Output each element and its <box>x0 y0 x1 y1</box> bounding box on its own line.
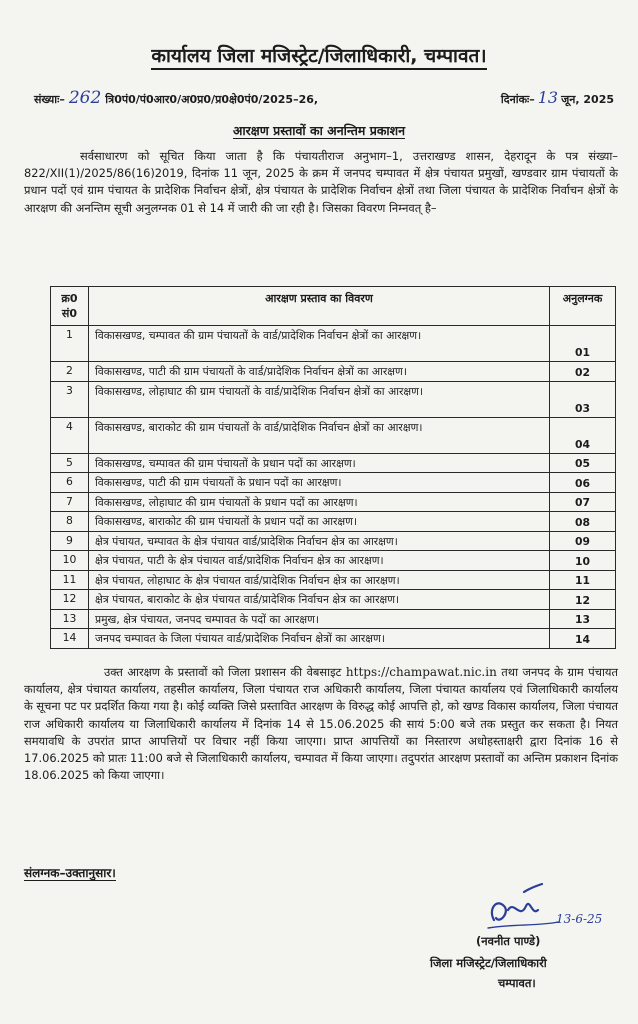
signature-date: 13-6-25 <box>556 912 603 926</box>
reference-number: 262 <box>68 88 102 108</box>
row-annexure: 07 <box>550 492 616 512</box>
row-annexure: 13 <box>550 609 616 629</box>
table-row <box>51 512 616 532</box>
row-serial: 10 <box>51 551 89 571</box>
notice-paragraph <box>24 664 618 784</box>
row-description: जनपद चम्पावत के जिला पंचायत वार्ड/प्रादेशिक निर्वाचन क्षेत्रों का आरक्षण। <box>88 629 549 649</box>
row-description: विकासखण्ड, बाराकोट की ग्राम पंचायतों के प्रधान पदों का आरक्षण। <box>88 512 549 532</box>
row-annexure: 11 <box>550 570 616 590</box>
enclosure-line: संलग्नक–उक्तानुसार। <box>24 866 116 880</box>
row-annexure: 08 <box>550 512 616 532</box>
subject-heading: आरक्षण प्रस्तावों का अनन्तिम प्रकाशन <box>232 123 406 138</box>
row-annexure: 10 <box>550 551 616 571</box>
reference-line <box>34 88 614 108</box>
row-serial: 13 <box>51 609 89 629</box>
row-serial: 3 <box>51 381 89 417</box>
date-day: 13 <box>537 88 559 107</box>
header-annexure: अनुलग्नक <box>550 287 616 326</box>
row-annexure: 06 <box>550 473 616 493</box>
table-row <box>51 609 616 629</box>
row-description: क्षेत्र पंचायत, पाटी के क्षेत्र पंचायत वार्ड/प्रादेशिक निर्वाचन क्षेत्र का आरक्षण। <box>88 551 549 571</box>
row-serial: 11 <box>51 570 89 590</box>
intro-paragraph: सर्वसाधारण को सूचित किया जाता है कि पंचायतीराज अनुभाग–1, उत्तराखण्ड शासन, देहरादून के पत्र संख्या–822/XII(1)/2025/86(16)2019, दिनांक 11 जून, 2025 के क्रम में जनपद चम्पावत में क्षेत्र पंचायत प्रमुखों, खण्डवार ग्राम पंचायतों के प्रधान पदों एवं ग्राम पंचायत के प्रादेशिक निर्वाचन क्षेत्रों, क्षेत्र पंचायत के प्रादेशिक निर्वाचन क्षेत्रों तथा जिला पंचायत के प्रादेशिक निर्वाचन क्षेत्रों के आरक्षण की अनन्तिम सूची अनुलग्नक 01 से 14 में जारी की जा रही है। जिसका विवरण निम्नवत् है– <box>24 149 618 215</box>
table-row <box>51 326 616 362</box>
table-row <box>51 570 616 590</box>
notice-part2: तथा जनपद के ग्राम पंचायत कार्यालय, क्षेत्र पंचायत कार्यालय, तहसील कार्यालय, जिला पंचायत राज अधिकारी कार्यालय, जिला पंचायत कार्यालय एवं जिलाधिकारी कार्यालय के सूचना पट पर प्रदर्शित किया गया है। कोई व्यक्ति जिसे प्रस्तावित आरक्षण के विरुद्ध कोई आपत्ति हो, को खण्ड विकास कार्यालय, जिला पंचायत राज अधिकारी कार्यालय या जिलाधिकारी कार्यालय में दिनांक 14 से 15.06.2025 की सायं 5:00 बजे तक प्रस्तुत कर सकता है। नियत समयावधि के उपरांत प्राप्त आपत्तियों पर विचार नहीं किया जाएगा। प्राप्त आपत्तियों का निस्तारण अधोहस्ताक्षरी द्वारा दिनांक 16 से 17.06.2025 को प्रातः 11:00 बजे से जिलाधिकारी कार्यालय, चम्पावत में किया जाएगा। तदुपरांत आरक्षण प्रस्तावों का अन्तिम प्रकाशन दिनांक 18.06.2025 को किया जाएगा। <box>24 665 618 783</box>
row-annexure: 03 <box>550 381 616 417</box>
row-description: क्षेत्र पंचायत, चम्पावत के क्षेत्र पंचायत वार्ड/प्रादेशिक निर्वाचन क्षेत्र का आरक्षण। <box>88 531 549 551</box>
row-annexure: 09 <box>550 531 616 551</box>
row-serial: 5 <box>51 453 89 473</box>
date-rest: जून, 2025 <box>561 93 614 106</box>
row-description: विकासखण्ड, चम्पावत की ग्राम पंचायतों के प्रधान पदों का आरक्षण। <box>88 453 549 473</box>
table-row <box>51 473 616 493</box>
reference-code: त्रि0पं0/पं0आर0/अ0प्र0/प्र0क्षे0पं0/2025–26, <box>105 93 319 106</box>
row-serial: 2 <box>51 362 89 382</box>
date-block <box>501 88 614 107</box>
row-description: विकासखण्ड, पाटी की ग्राम पंचायतों के प्रधान पदों का आरक्षण। <box>88 473 549 493</box>
row-serial: 12 <box>51 590 89 610</box>
row-annexure: 12 <box>550 590 616 610</box>
table-row <box>51 453 616 473</box>
reservation-table <box>50 286 616 649</box>
row-description: विकासखण्ड, चम्पावत की ग्राम पंचायतों के वार्ड/प्रादेशिक निर्वाचन क्षेत्रों का आरक्षण। <box>88 326 549 362</box>
table-row <box>51 551 616 571</box>
row-description: क्षेत्र पंचायत, लोहाघाट के क्षेत्र पंचायत वार्ड/प्रादेशिक निर्वाचन क्षेत्र का आरक्षण। <box>88 570 549 590</box>
table-row <box>51 531 616 551</box>
row-serial: 1 <box>51 326 89 362</box>
row-description: विकासखण्ड, लोहाघाट की ग्राम पंचायतों के प्रधान पदों का आरक्षण। <box>88 492 549 512</box>
table-header-row <box>51 287 616 326</box>
table-row <box>51 417 616 453</box>
row-serial: 7 <box>51 492 89 512</box>
row-annexure: 02 <box>550 362 616 382</box>
row-serial: 4 <box>51 417 89 453</box>
header-description: आरक्षण प्रस्ताव का विवरण <box>88 287 549 326</box>
table-row <box>51 492 616 512</box>
signatory-designation: जिला मजिस्ट्रेट/जिलाधिकारी <box>430 956 547 970</box>
row-serial: 14 <box>51 629 89 649</box>
signatory-place: चम्पावत। <box>498 976 536 990</box>
row-serial: 6 <box>51 473 89 493</box>
office-title: कार्यालय जिला मजिस्ट्रेट/जिलाधिकारी, चम्पावत। <box>0 42 638 68</box>
row-description: क्षेत्र पंचायत, बाराकोट के क्षेत्र पंचायत वार्ड/प्रादेशिक निर्वाचन क्षेत्र का आरक्षण। <box>88 590 549 610</box>
row-description: विकासखण्ड, पाटी की ग्राम पंचायतों के वार्ड/प्रादेशिक निर्वाचन क्षेत्रों का आरक्षण। <box>88 362 549 382</box>
header-serial: क्र0 सं0 <box>51 287 89 326</box>
row-description: विकासखण्ड, बाराकोट की ग्राम पंचायतों के वार्ड/प्रादेशिक निर्वाचन क्षेत्रों का आरक्षण। <box>88 417 549 453</box>
table-row <box>51 590 616 610</box>
row-annexure: 14 <box>550 629 616 649</box>
reference-label: संख्याः– <box>34 93 65 106</box>
row-annexure: 01 <box>550 326 616 362</box>
row-annexure: 04 <box>550 417 616 453</box>
row-serial: 9 <box>51 531 89 551</box>
row-description: विकासखण्ड, लोहाघाट की ग्राम पंचायतों के वार्ड/प्रादेशिक निर्वाचन क्षेत्रों का आरक्षण। <box>88 381 549 417</box>
row-serial: 8 <box>51 512 89 532</box>
table-row <box>51 629 616 649</box>
notice-part1: उक्त आरक्षण के प्रस्तावों को जिला प्रशासन की वेबसाइट <box>104 665 342 679</box>
row-annexure: 05 <box>550 453 616 473</box>
signatory-name: (नवनीत पाण्डे) <box>476 934 541 948</box>
website-link[interactable]: https://champawat.nic.in <box>345 665 497 679</box>
date-label: दिनांकः– <box>500 93 535 106</box>
row-description: प्रमुख, क्षेत्र पंचायत, जनपद चम्पावत के पदों का आरक्षण। <box>88 609 549 629</box>
table-row <box>51 381 616 417</box>
table-body <box>51 326 616 649</box>
table-row <box>51 362 616 382</box>
